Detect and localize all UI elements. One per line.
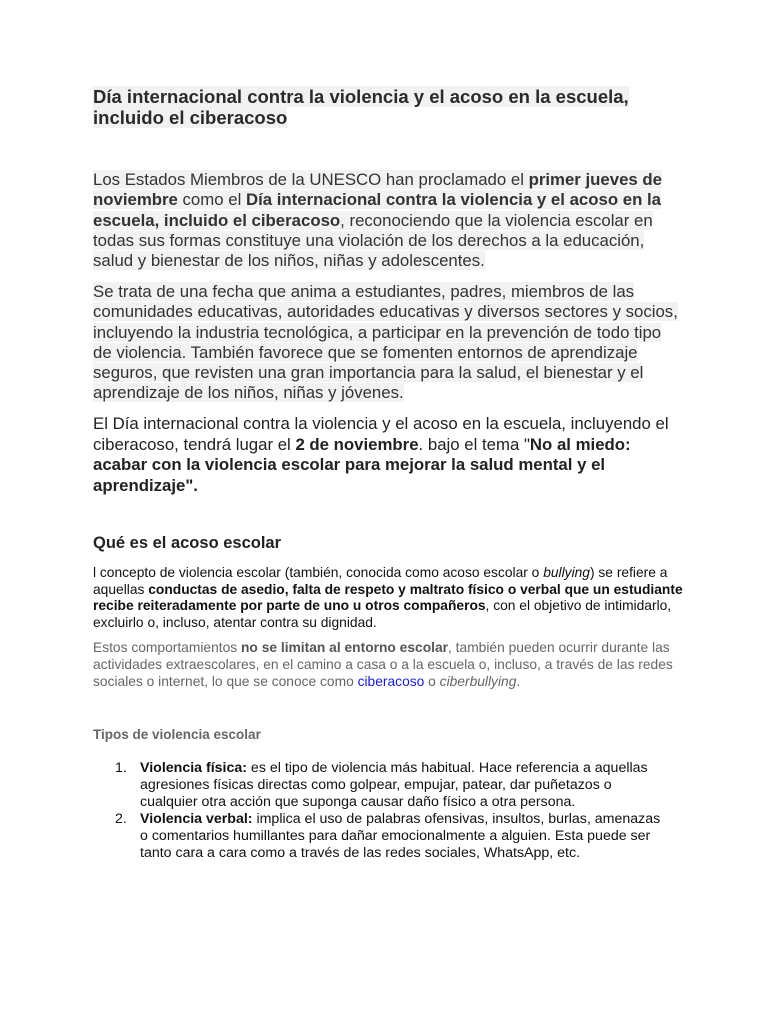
text-run: , con el objetivo de intimidarlo, excluirlo o, incluso, atentar contra su dignidad.: [93, 598, 672, 630]
text-run: l concepto de violencia escolar (también, conocida como acoso escolar o: [93, 565, 544, 580]
text-run: Los Estados Miembros de la UNESCO han proclamado el: [93, 170, 529, 189]
acoso-paragraph-2: [93, 640, 688, 690]
page-title-text: Día internacional contra la violencia y el acoso en la escuela, incluido el ciberacoso: [93, 86, 629, 128]
intro-paragraph-3: [93, 414, 683, 496]
text-run: ) se refiere a aquellas: [93, 565, 668, 597]
list-item-number: 1.: [115, 760, 127, 776]
text-run: .: [516, 673, 521, 689]
bold-run: primer jueves de noviembre: [93, 170, 662, 210]
page-title: [93, 86, 683, 128]
section-heading-acoso: Qué es el acoso escolar: [93, 534, 282, 552]
intro-paragraph-1: [93, 170, 683, 271]
bold-run: no se limitan al entorno escolar: [241, 640, 449, 655]
list-item-text: implica el uso de palabras ofensivas, insultos, burlas, amenazas o comentarios humillantes para dañar emocionalmente a alguien. Esta puede ser tanto cara a cara como a través de las redes sociales, WhatsApp, etc.: [140, 810, 661, 861]
text-run: El Día internacional contra la violencia y el acoso en la escuela, incluyendo el ciberacoso, tendrá lugar el: [93, 414, 669, 454]
violence-types-list: [112, 760, 672, 861]
bold-run: Día internacional contra la violencia y el acoso en la escuela, incluido el ciberacoso: [93, 190, 661, 230]
ciberacoso-link[interactable]: ciberacoso: [357, 673, 425, 689]
text-run: Se trata de una fecha que anima a estudiantes, padres, miembros de las comunidades educativas, autoridades educativas y diversos sectores y socios, incluyendo la industria tecnológica, a participar en la prevención de todo tipo de violencia. También favorece que se fomenten entornos de aprendizaje seguros, que revisten una gran importancia para la salud, el bienestar y el aprendizaje de los niños, niñas y jóvenes.: [93, 282, 678, 403]
list-item-term: Violencia física:: [140, 760, 247, 776]
bold-run: 2 de noviembre: [295, 434, 419, 454]
bold-run: No al miedo: acabar con la violencia escolar para mejorar la salud mental y el aprendizaje".: [93, 434, 631, 495]
text-run: , también pueden ocurrir durante las actividades extraescolares, en el camino a casa o a la escuela o, incluso, a través de las redes sociales o internet, lo que se conoce como: [93, 640, 673, 689]
intro-paragraph-2: [93, 282, 683, 404]
bold-run: conductas de asedio, falta de respeto y maltrato físico o verbal que un estudiante recibe reiteradamente por parte de uno u otros compañeros: [93, 581, 683, 614]
italic-run: ciberbullying: [439, 673, 517, 689]
italic-run: bullying: [543, 565, 590, 580]
list-item-text: es el tipo de violencia más habitual. Hace referencia a aquellas agresiones físicas directas como golpear, empujar, patear, dar puñetazos o cualquier otra acción que suponga causar daño físico a otra persona.: [140, 760, 648, 810]
list-item: [112, 760, 672, 811]
list-item-number: 2.: [115, 810, 127, 827]
acoso-paragraph-1: [93, 565, 688, 631]
text-run: . bajo el tema ": [418, 434, 530, 454]
text-run: Estos comportamientos: [93, 640, 241, 655]
text-run: , reconociendo que la violencia escolar en todas sus formas constituye una violación de los derechos a la educación, salud y bienestar de los niños, niñas y adolescentes.: [93, 210, 653, 271]
text-run: como el: [177, 190, 246, 210]
text-run: o: [424, 673, 440, 689]
list-item: [112, 811, 672, 862]
list-item-term: Violencia verbal:: [140, 810, 253, 827]
section-heading-tipos: Tipos de violencia escolar: [93, 727, 261, 742]
